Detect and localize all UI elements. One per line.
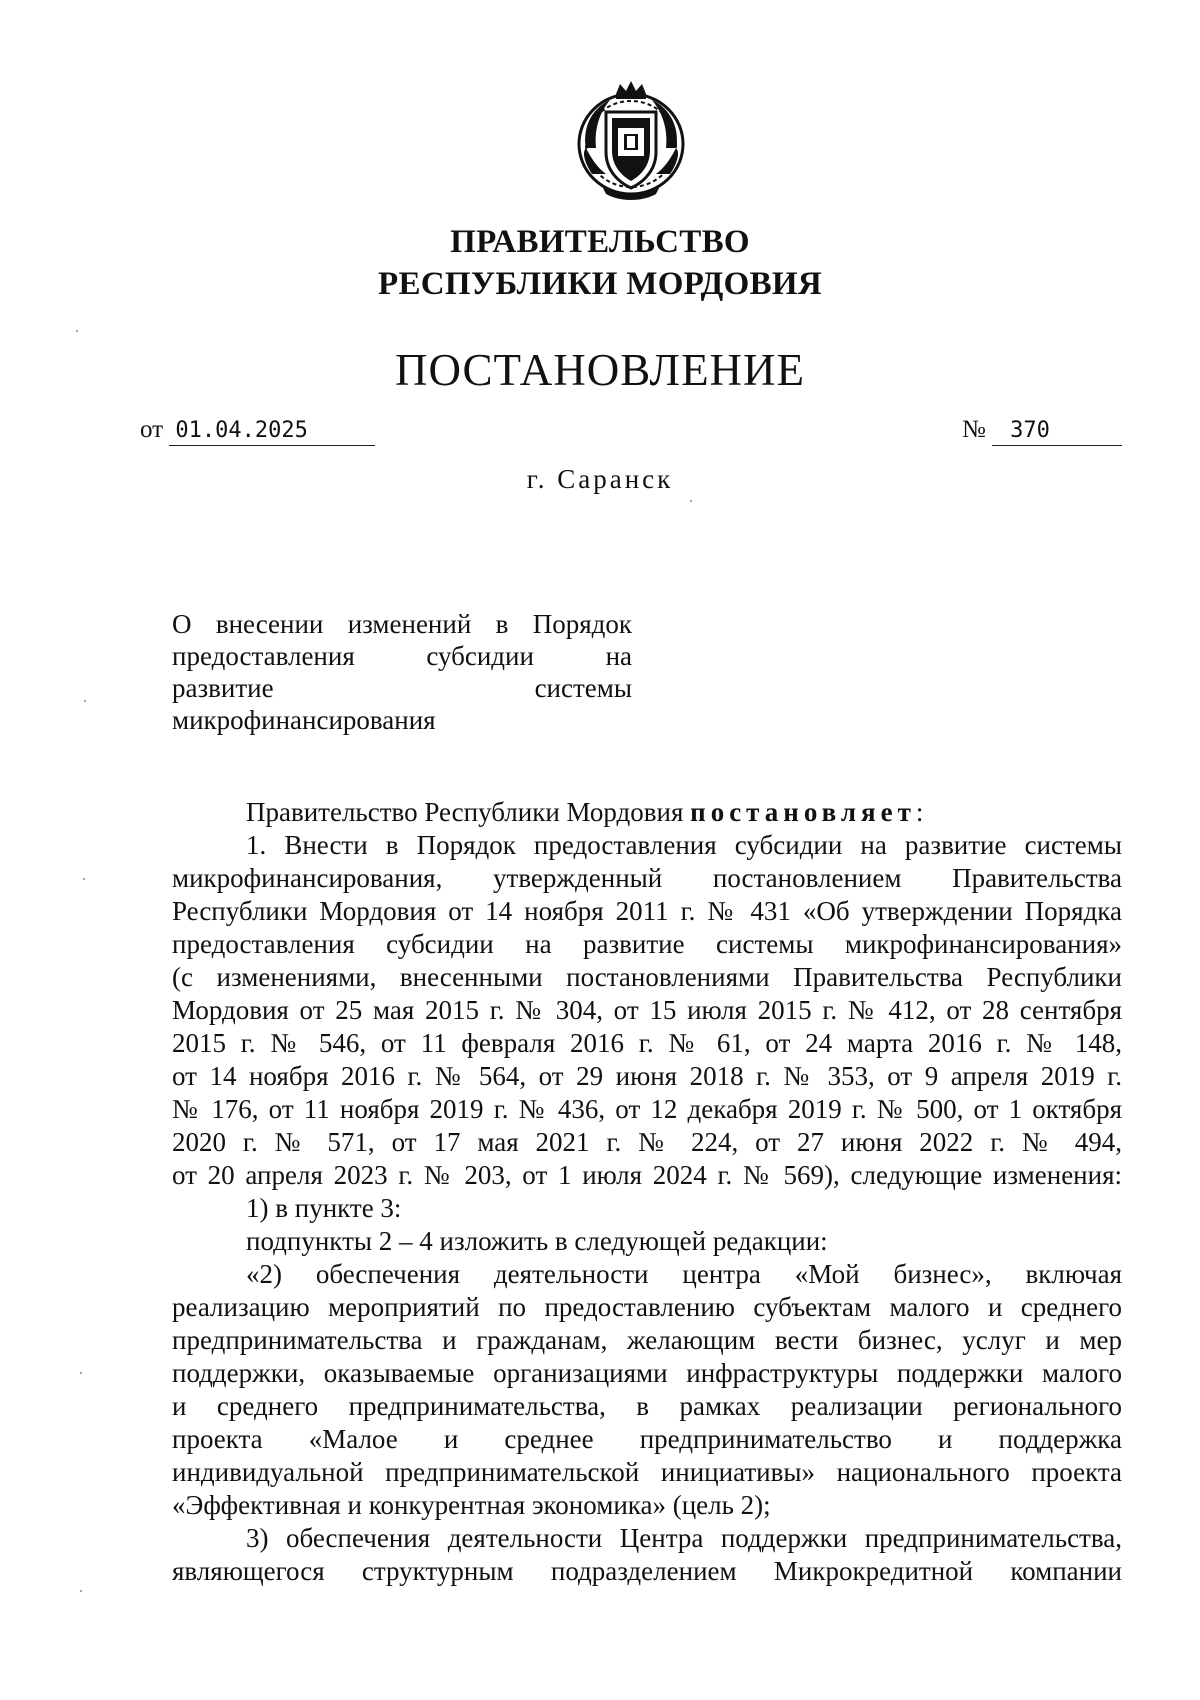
body-line: 1. Внести в Порядок предоставления субсидии на развитие системы xyxy=(246,830,1122,860)
body-line: Республики Мордовия от 14 ноября 2011 г. № 431 «Об утверждении Порядка xyxy=(172,896,1122,926)
document-number: 370 xyxy=(992,417,1122,446)
coat-of-arms-emblem xyxy=(572,78,690,204)
body-line: реализацию мероприятий по предоставлению субъектам малого и среднего xyxy=(172,1292,1122,1322)
coat-of-arms-icon xyxy=(572,78,690,204)
intro-verb: постановляет xyxy=(690,797,916,827)
subject-line: О внесении изменений в Порядок xyxy=(172,609,632,639)
scan-speck xyxy=(83,878,85,880)
body-line: «2) обеспечения деятельности центра «Мой бизнес», включая xyxy=(246,1259,1122,1289)
body-line: индивидуальной предпринимательской инициативы» национального проекта xyxy=(172,1457,1122,1487)
city: г. Саранск xyxy=(526,464,674,494)
body-line: подпункты 2 – 4 изложить в следующей редакции: xyxy=(246,1226,828,1256)
body-line: 1) в пункте 3: xyxy=(246,1193,402,1223)
body-line: предоставления субсидии на развитие системы микрофинансирования» xyxy=(172,929,1122,959)
body-line: № 176, от 11 ноября 2019 г. № 436, от 12 декабря 2019 г. № 500, от 1 октября xyxy=(172,1094,1122,1124)
intro-prefix: Правительство Республики Мордовия xyxy=(246,797,684,827)
intro-suffix: : xyxy=(915,797,924,827)
government-title-line-2: РЕСПУБЛИКИ МОРДОВИЯ xyxy=(377,266,822,302)
body-line: 2020 г. № 571, от 17 мая 2021 г. № 224, от 27 июня 2022 г. № 494, xyxy=(172,1127,1122,1157)
subject-line: развитие системы xyxy=(172,673,632,703)
body-line: 3) обеспечения деятельности Центра поддержки предпринимательства, xyxy=(246,1523,1122,1553)
number-line xyxy=(962,414,1122,446)
body-line: 2015 г. № 546, от 11 февраля 2016 г. № 61, от 24 марта 2016 г. № 148, xyxy=(172,1028,1122,1058)
intro-line xyxy=(172,796,1122,829)
body-line: (с изменениями, внесенными постановлениями Правительства Республики xyxy=(172,962,1122,992)
scan-speck xyxy=(690,500,692,502)
government-title-line-1: ПРАВИТЕЛЬСТВО xyxy=(450,224,750,260)
scan-speck xyxy=(80,1590,82,1592)
date-prefix: от xyxy=(140,416,164,443)
body-line: «Эффективная и конкурентная экономика» (цель 2); xyxy=(172,1490,771,1520)
scan-speck xyxy=(76,330,78,332)
scan-speck xyxy=(84,700,86,702)
body-line: предпринимательства и гражданам, желающим вести бизнес, услуг и мер xyxy=(172,1325,1122,1355)
body-line: проекта «Малое и среднее предпринимательство и поддержка xyxy=(172,1424,1122,1454)
scan-speck xyxy=(80,1372,82,1374)
subject-line: предоставления субсидии на xyxy=(172,641,632,671)
body-line: Мордовия от 25 мая 2015 г. № 304, от 15 июля 2015 г. № 412, от 28 сентября xyxy=(172,995,1122,1025)
body-line: от 20 апреля 2023 г. № 203, от 1 июля 2024 г. № 569), следующие изменения: xyxy=(172,1160,1122,1190)
number-prefix: № xyxy=(962,416,986,443)
document-subject xyxy=(172,608,632,736)
body-line: микрофинансирования, утвержденный постановлением Правительства xyxy=(172,863,1122,893)
document-date: 01.04.2025 xyxy=(169,417,375,446)
document-body xyxy=(172,796,1122,1588)
date-line xyxy=(140,414,375,446)
document-type: ПОСТАНОВЛЕНИЕ xyxy=(394,345,806,395)
body-line: поддержки, оказываемые организациями инфраструктуры поддержки малого xyxy=(172,1358,1122,1388)
body-line: и среднего предпринимательства, в рамках реализации регионального xyxy=(172,1391,1122,1421)
body-line: от 14 ноября 2016 г. № 564, от 29 июня 2018 г. № 353, от 9 апреля 2019 г. xyxy=(172,1061,1122,1091)
body-line: являющегося структурным подразделением Микрокредитной компании xyxy=(172,1556,1122,1586)
subject-line: микрофинансирования xyxy=(172,705,436,735)
